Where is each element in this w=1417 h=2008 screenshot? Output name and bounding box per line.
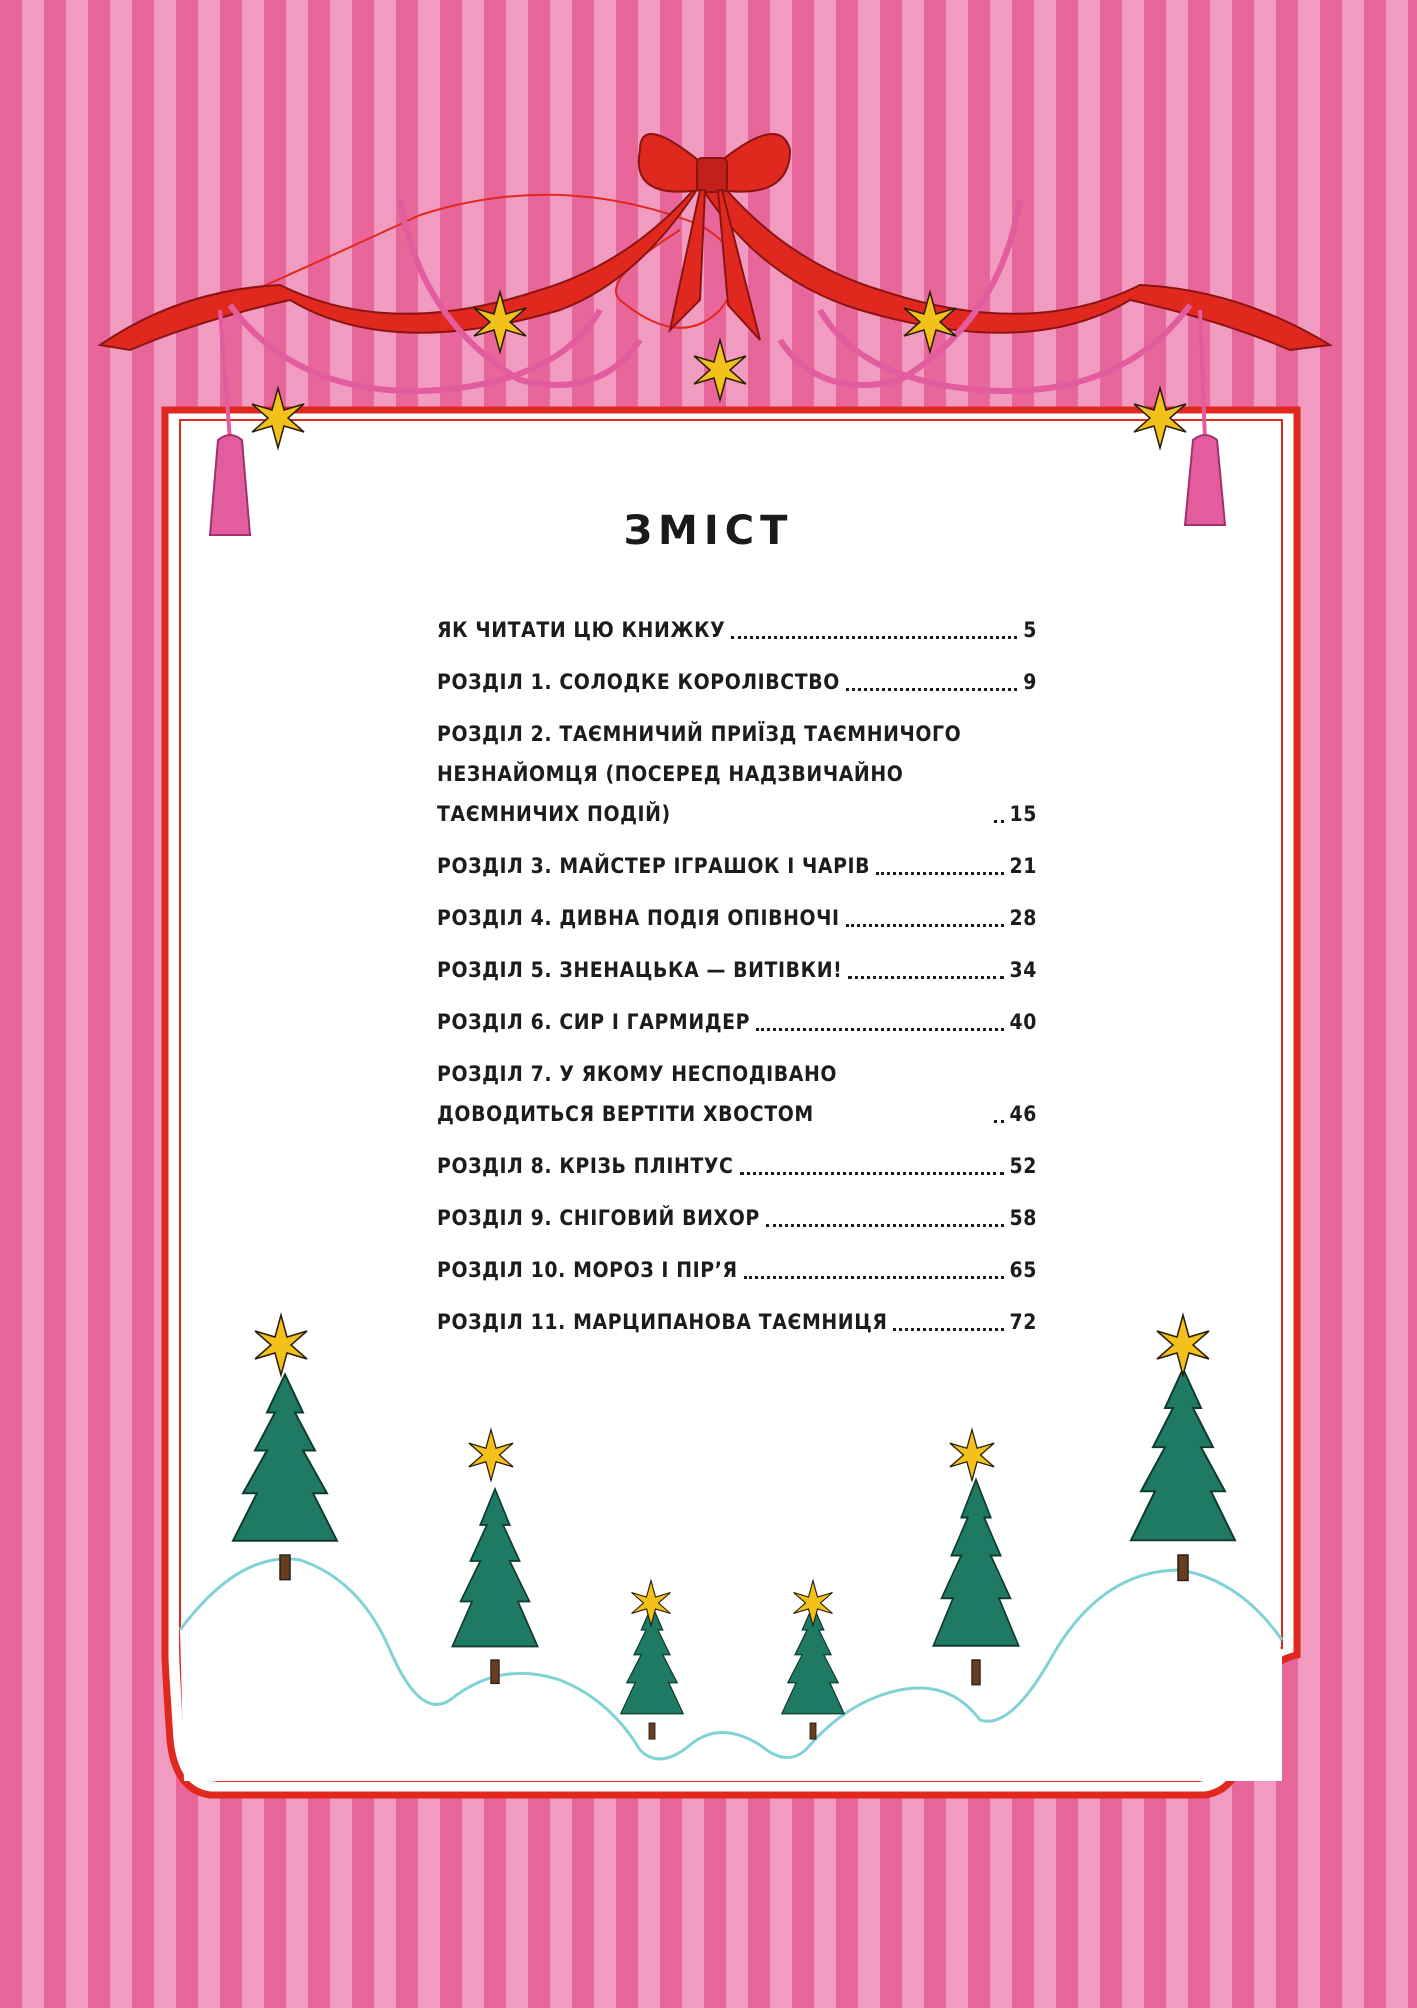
toc-entry[interactable] xyxy=(437,1198,1037,1238)
dot-leader xyxy=(994,1120,1004,1123)
toc-entry-title: РОЗДІЛ 6. СИР І ГАРМИДЕР xyxy=(437,1010,751,1034)
dot-leader xyxy=(876,872,1003,875)
dot-leader xyxy=(766,1224,1004,1227)
dot-leader xyxy=(994,820,1004,823)
toc-entry-title: РОЗДІЛ 10. МОРОЗ І ПІР’Я xyxy=(437,1258,738,1282)
page-title: ЗМІСТ xyxy=(623,508,794,554)
toc-entry-page: 46 xyxy=(1009,1102,1037,1126)
dot-leader xyxy=(731,636,1017,639)
toc-entry-page: 65 xyxy=(1009,1258,1037,1282)
toc-entry-title: РОЗДІЛ 2. ТАЄМНИЧИЙ ПРИЇЗД ТАЄМНИЧОГО НЕЗНАЙОМЦЯ (ПОСЕРЕД НАДЗВИЧАЙНО ТАЄМНИЧИХ ПОДІЙ) xyxy=(437,722,962,826)
toc-entry[interactable] xyxy=(437,1302,1037,1342)
toc-entry-page: 5 xyxy=(1023,618,1037,642)
toc-entry-title: ЯК ЧИТАТИ ЦЮ КНИЖКУ xyxy=(437,618,726,642)
toc-entry-page: 52 xyxy=(1009,1154,1037,1178)
toc-entry-title: РОЗДІЛ 7. У ЯКОМУ НЕСПОДІВАНО ДОВОДИТЬСЯ ВЕРТІТИ ХВОСТОМ xyxy=(437,1062,838,1126)
toc-entry[interactable] xyxy=(437,662,1037,702)
toc-entry-page: 28 xyxy=(1009,906,1037,930)
dot-leader xyxy=(756,1028,1003,1031)
toc-entry-page: 58 xyxy=(1009,1206,1037,1230)
dot-leader xyxy=(893,1328,1003,1331)
toc-entry[interactable] xyxy=(437,1146,1037,1186)
toc-entry-page: 34 xyxy=(1009,958,1037,982)
toc-entry-page: 72 xyxy=(1009,1310,1037,1334)
toc-entry-title: РОЗДІЛ 8. КРІЗЬ ПЛІНТУС xyxy=(437,1154,734,1178)
toc-entry-title: РОЗДІЛ 1. СОЛОДКЕ КОРОЛІВСТВО xyxy=(437,670,840,694)
dot-leader xyxy=(744,1276,1004,1279)
dot-leader xyxy=(846,688,1017,691)
toc-entry-page: 15 xyxy=(1009,802,1037,826)
toc-entry[interactable] xyxy=(437,1002,1037,1042)
toc-entry[interactable] xyxy=(437,1250,1037,1290)
toc-entry[interactable] xyxy=(437,846,1037,886)
toc-entry-page: 40 xyxy=(1009,1010,1037,1034)
toc-entry[interactable] xyxy=(437,610,1037,650)
dot-leader xyxy=(740,1172,1004,1175)
dot-leader xyxy=(846,924,1004,927)
dot-leader xyxy=(848,976,1003,979)
toc-entry[interactable] xyxy=(437,714,1037,834)
toc-entry-title: РОЗДІЛ 5. ЗНЕНАЦЬКА — ВИТІВКИ! xyxy=(437,958,843,982)
toc-entry-title: РОЗДІЛ 11. МАРЦИПАНОВА ТАЄМНИЦЯ xyxy=(437,1310,888,1334)
toc-entry[interactable] xyxy=(437,898,1037,938)
table-of-contents xyxy=(437,610,1037,1354)
toc-entry[interactable] xyxy=(437,1054,1037,1134)
toc-entry-title: РОЗДІЛ 3. МАЙСТЕР ІГРАШОК І ЧАРІВ xyxy=(437,854,871,878)
toc-entry-page: 9 xyxy=(1023,670,1037,694)
toc-entry-page: 21 xyxy=(1009,854,1037,878)
toc-entry[interactable] xyxy=(437,950,1037,990)
toc-entry-title: РОЗДІЛ 4. ДИВНА ПОДІЯ ОПІВНОЧІ xyxy=(437,906,840,930)
toc-entry-title: РОЗДІЛ 9. СНІГОВИЙ ВИХОР xyxy=(437,1206,760,1230)
